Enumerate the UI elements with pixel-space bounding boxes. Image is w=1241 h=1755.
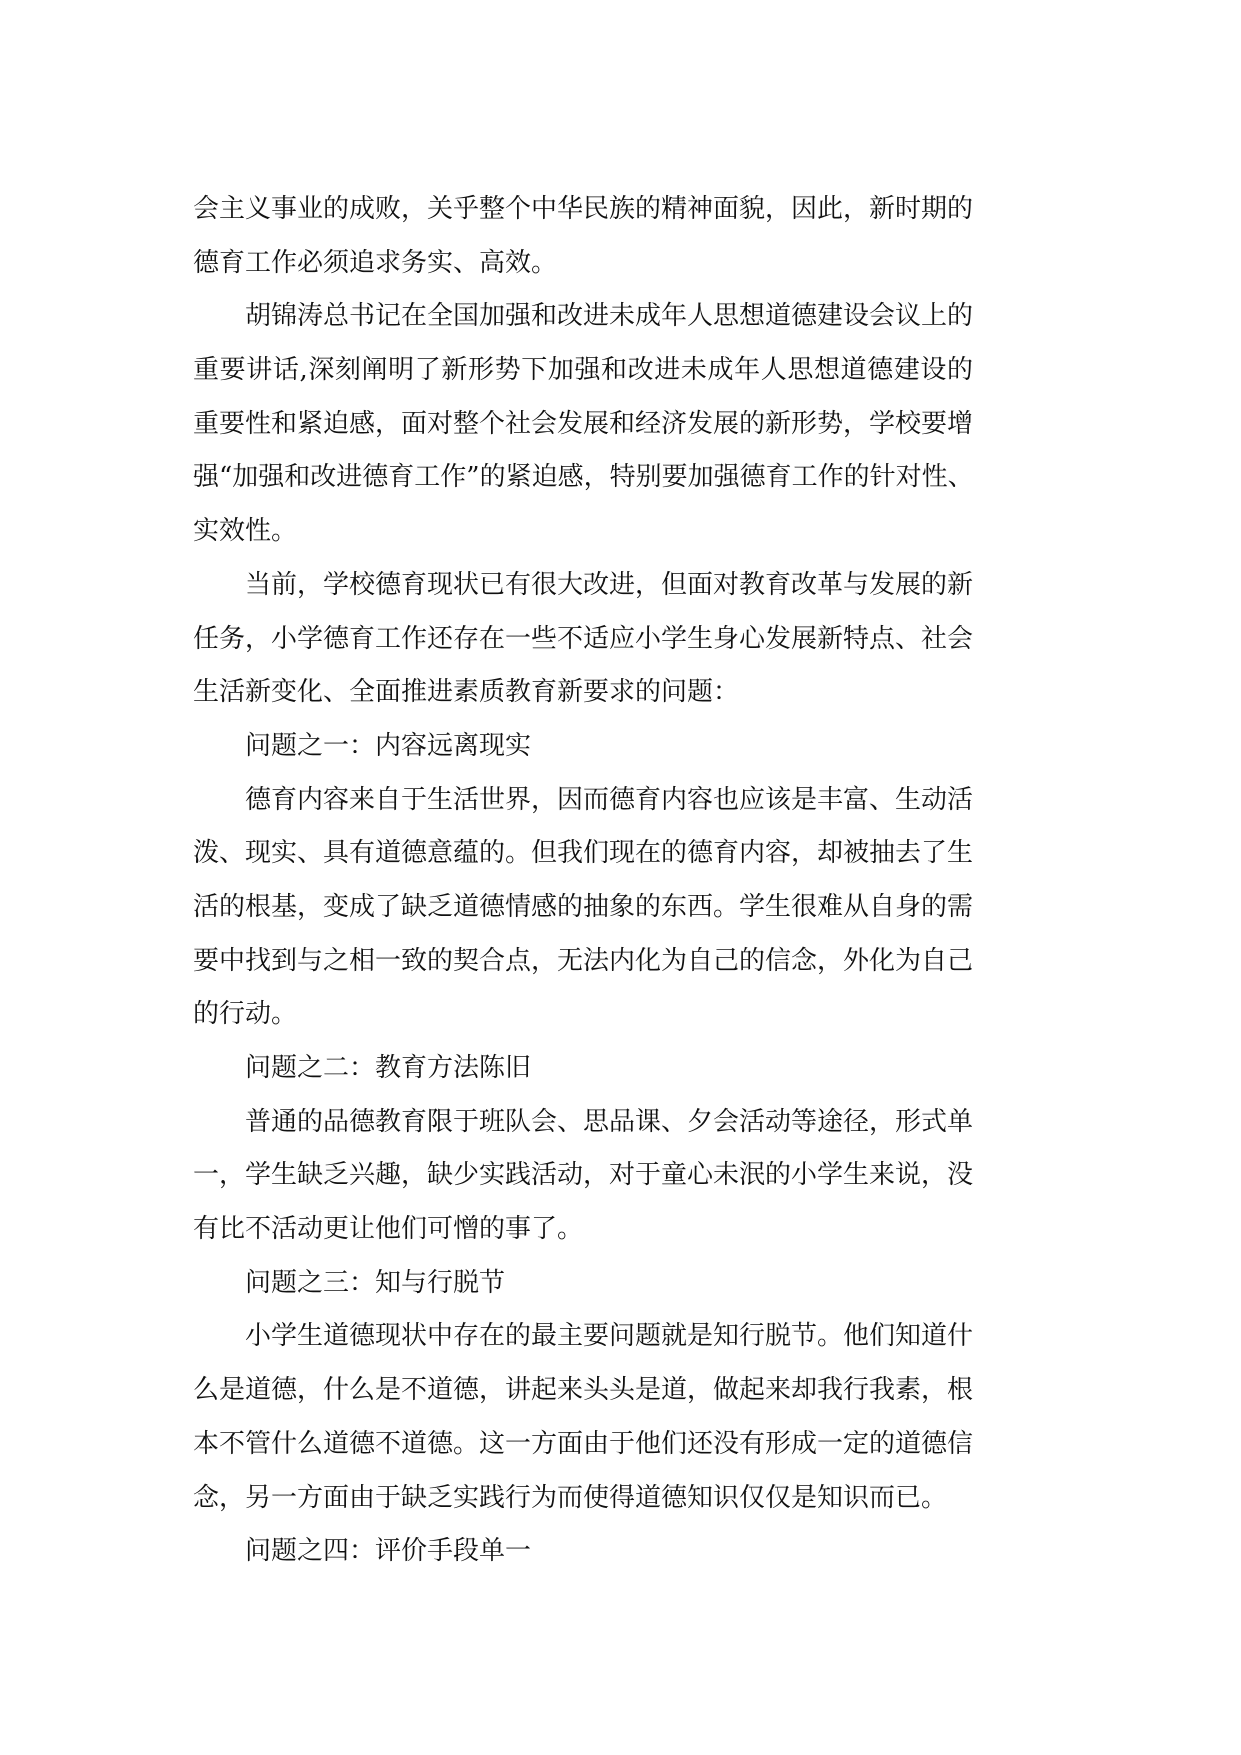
paragraph-continued [193, 183, 973, 290]
text-line: 泼、现实、具有道德意蕴的。但我们现在的德育内容，却被抽去了生 [193, 838, 974, 869]
issue-heading-3 [193, 1257, 973, 1311]
paragraph [193, 774, 973, 1042]
paragraph [193, 1310, 973, 1525]
issue-heading: 问题之四：评价手段单一 [245, 1536, 532, 1567]
body-text [193, 183, 973, 1579]
issue-heading: 问题之一：内容远离现实 [245, 730, 532, 761]
paragraph [193, 559, 973, 720]
text-line: 活的根基，变成了缺乏道德情感的抽象的东西。学生很难从自身的需 [193, 891, 974, 922]
text-line: 念，另一方面由于缺乏实践行为而使得道德知识仅仅是知识而已。 [193, 1482, 948, 1513]
text-line: 小学生道德现状中存在的最主要问题就是知行脱节。他们知道什 [245, 1321, 974, 1352]
issue-heading-1 [193, 720, 973, 774]
issue-heading: 问题之三：知与行脱节 [245, 1267, 506, 1298]
text-line: 会主义事业的成败，关乎整个中华民族的精神面貌，因此，新时期的 [193, 194, 974, 224]
text-line: 生活新变化、全面推进素质教育新要求的问题： [193, 677, 740, 708]
text-line: 本不管什么道德不道德。这一方面由于他们还没有形成一定的道德信 [193, 1428, 974, 1459]
issue-heading-2 [193, 1042, 973, 1096]
text-line: 实效性。 [193, 516, 298, 547]
text-line: 重要性和紧迫感，面对整个社会发展和经济发展的新形势，学校要增 [193, 408, 974, 439]
text-line: 任务，小学德育工作还存在一些不适应小学生身心发展新特点、社会 [193, 623, 974, 654]
issue-heading-4 [193, 1525, 973, 1579]
text-line: 么是道德，什么是不道德，讲起来头头是道，做起来却我行我素，根 [193, 1375, 974, 1406]
issue-heading: 问题之二：教育方法陈旧 [245, 1053, 532, 1083]
text-line: 一，学生缺乏兴趣，缺少实践活动，对于童心未泯的小学生来说，没 [193, 1160, 974, 1191]
text-line: 要中找到与之相一致的契合点，无法内化为自己的信念，外化为自己 [193, 945, 974, 976]
text-line: 德育工作必须追求务实、高效。 [193, 247, 558, 278]
text-line: 普通的品德教育限于班队会、思品课、夕会活动等途径，形式单 [245, 1106, 974, 1137]
text-line: 德育内容来自于生活世界，因而德育内容也应该是丰富、生动活 [245, 784, 974, 815]
paragraph [193, 290, 973, 558]
text-line: 当前，学校德育现状已有很大改进，但面对教育改革与发展的新 [245, 569, 974, 600]
text-line: 胡锦涛总书记在全国加强和改进未成年人思想道德建设会议上的 [245, 301, 974, 332]
text-line: 的行动。 [193, 999, 298, 1030]
text-line: 重要讲话,深刻阐明了新形势下加强和改进未成年人思想道德建设的 [193, 355, 973, 386]
paragraph [193, 1096, 973, 1257]
text-line: 强“加强和改进德育工作”的紧迫感，特别要加强德育工作的针对性、 [193, 462, 974, 493]
text-line: 有比不活动更让他们可憎的事了。 [193, 1214, 584, 1245]
